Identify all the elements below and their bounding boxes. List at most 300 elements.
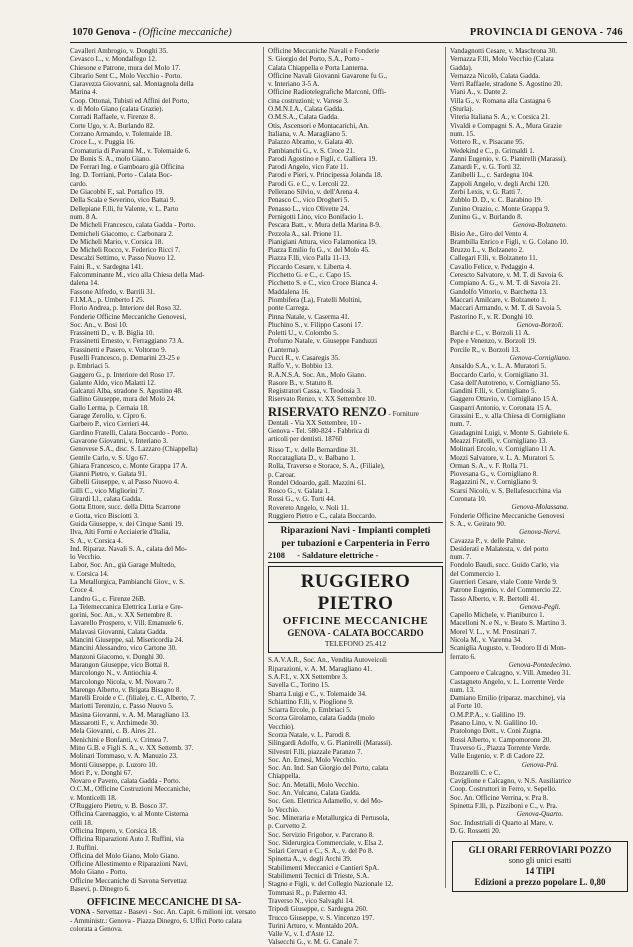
- list-item: Campoero e Calcagno, v. Vill. Amedeo 31.: [450, 669, 571, 678]
- page-number: 1070 Genova -: [72, 27, 137, 38]
- list-item: Officina Impero, v. Corsica 18.: [70, 826, 158, 835]
- list-item: Cavalleri Ambrogio, v. Donghi 35.: [70, 47, 168, 55]
- list-item: v. Corsica 14.: [70, 569, 109, 578]
- list-item: Bruzzo L., v. Bolzaneto 2.: [450, 246, 524, 255]
- list-item: Pianigiani Attura, vico Falamonica 19.: [268, 237, 377, 246]
- list-item: Piazza F.lli, vico Palla 11-13.: [268, 254, 351, 263]
- list-item: p. Embriaci 5.: [70, 362, 110, 371]
- pontedecimo-entries: [450, 669, 630, 760]
- list-item: Fonderie Officine Meccaniche Genovesi,: [70, 312, 187, 321]
- list-item: Pratolongo Dott., v. Coni Zugna.: [450, 727, 543, 736]
- riservato-line-1: Dentali - Via XX Settembre, 10 -: [268, 418, 362, 427]
- list-item: Compiano A. G., v. M. T. di Savoia 21.: [450, 279, 561, 288]
- ruggiero-address: GENOVA - CALATA BOCCARDO: [287, 628, 424, 639]
- list-item: De Bonis S. A., molo Giano.: [70, 154, 151, 163]
- list-item: Marangon Giuseppe, vico Bottai 8.: [70, 660, 170, 669]
- list-item: Garbero P., vico Cerrieri 44.: [70, 420, 150, 429]
- list-item: Cerescto Salvatore, v. M. T. di Savoia 6.: [450, 271, 564, 280]
- list-item: Marengo Alberto, v. Brigata Bisagno 8.: [70, 685, 182, 694]
- riservato-sub: - Forniture: [388, 409, 419, 418]
- list-item: Mariotti Terenzio, c. Passo Nuovo 5.: [70, 702, 174, 711]
- list-item: Landro G., c. Firenze 26B.: [70, 594, 146, 603]
- list-item: Caviglione e Calcagno, v. N.S. Ausiliatrice: [450, 777, 572, 786]
- list-item: Solari Cervari e C., S. A., v. del Po 8.: [268, 847, 374, 856]
- list-item: Viani A., v. Dante 2.: [450, 88, 508, 97]
- list-item: ferrato 6.: [450, 652, 476, 661]
- list-item: Ind. Riparaz. Navali S. A., calata del Mo-: [70, 544, 188, 553]
- list-item: Cevasco L., v. Mondalfego 12.: [70, 55, 157, 64]
- nervi-entries: [450, 537, 630, 603]
- col1-entries: [70, 47, 258, 893]
- list-item: Pernigotti Lino, vico Bonifacio 1.: [268, 212, 364, 221]
- section-pontedecimo: Genova-Pontedecimo.: [508, 660, 572, 669]
- list-item: Tommasi R., p. Palermo 43.: [268, 888, 347, 897]
- list-item: Ing. D. Torriani, Porto - Calata Boc-: [70, 171, 173, 180]
- list-item: Zubblo D. D., v. C. Barabino 19.: [450, 196, 543, 205]
- list-item: Spinetta A., v. degli Archi 39.: [268, 855, 352, 864]
- list-item: Maccari Amilcare, v. Bolzaneto 1.: [450, 295, 547, 304]
- list-item: Fonderie Officine Meccaniche Genovesi: [450, 511, 565, 520]
- section-pegli: Genova-Pegli.: [519, 602, 561, 611]
- section-borzoli: Genova-Borzoli.: [516, 320, 564, 329]
- list-item: Nicola M., v. Varenna 34.: [450, 636, 523, 645]
- riservato-line-2: Genova - Tel. 580-824 - Fabbrica di: [268, 427, 370, 436]
- list-item: Rossi Alberto, v. Campomorone 20.: [450, 735, 552, 744]
- savona-ad-text: - Servettaz - Basevi - Soc. An. Capit. 6 milioni int. versato - Amministr.: Genova - Piazza Dinegro, 6. Uffici Porto calata colorata a Genova.: [70, 908, 256, 933]
- riservato-ad: [268, 406, 443, 444]
- list-item: Galcanzi Alba, stradone S. Agostino 48.: [70, 387, 183, 396]
- list-item: Silingardi Adolfo, v. G. Pianirelli (Marassi).: [268, 739, 393, 748]
- list-item: Florio Andrea, p. Interiore del Roso 32.: [70, 304, 182, 313]
- pegli-entries: [450, 611, 630, 661]
- list-item: Corte Ugo, v. A. Burlando 82.: [70, 121, 155, 130]
- list-item: Marcolongo N., v. Antiochia 4.: [70, 669, 158, 678]
- savona-ad-title-2: VONA: [70, 908, 91, 917]
- list-item: Scaniglia Augusto, v. Teodoro II di Mon-: [450, 644, 566, 653]
- list-item: num. 7.: [450, 553, 472, 562]
- list-item: Zunino G., v. Burlando 8.: [450, 212, 523, 221]
- list-item: Savella C., Torino 15.: [268, 681, 330, 690]
- list-item: Morel V. L., v. M. Prestinari 7.: [450, 627, 537, 636]
- orari-line-4: Edizioni a prezzo popolare L. 0,80: [474, 877, 606, 888]
- column-1: [70, 47, 258, 933]
- list-item: Soc. An. Vulcano, Calata Gadda.: [268, 789, 361, 798]
- riparazioni-line-1: Riparazioni Navi - Impianti completi: [280, 526, 431, 537]
- list-item: Spinetta F.lli, p. Pizziboni e C., v. Pra.: [450, 802, 558, 811]
- list-item: Faini R., v. Sardegna 141.: [70, 262, 144, 271]
- list-item: Callegari F.lli, v. Bolzaneto 11.: [450, 254, 538, 263]
- col2-entries-3: [268, 656, 443, 946]
- list-item: Soc. An. Metalli, Molo Vecchio.: [268, 780, 360, 789]
- list-item: Fuselli Francesco, p. Demarini 23-25 e: [70, 353, 180, 362]
- list-item: Pambianchi G., v. S. Croce 21.: [268, 146, 355, 155]
- savona-ad-body: [70, 908, 258, 933]
- list-item: Barchi e C., v. Borzoli 11 A.: [450, 329, 530, 338]
- list-item: Garage Zerollo, v. Cipro 6.: [70, 412, 147, 421]
- list-item: Molinari Ercolo, v. Cornigliano 11 A.: [450, 445, 556, 454]
- list-item: Marina 4.: [70, 88, 98, 97]
- col3-entries: [450, 47, 630, 221]
- list-item: Villa G., v. Romana alla Castagna 6: [450, 96, 551, 105]
- ruggiero-phone: TELEFONO 25.412: [324, 639, 387, 649]
- list-item: La Telemeccanica Elettrica Luria e Gre-: [70, 602, 184, 611]
- list-item: gorini, Soc. An., v. XX Settembre 8.: [70, 611, 173, 620]
- list-item: Officina Carenaggio, v. al Monte Cisterna: [70, 810, 189, 819]
- list-item: Rondel Odoardo, gall. Mazzini 61.: [268, 478, 367, 487]
- section-bolzaneto: Genova-Bolzaneto.: [512, 221, 568, 230]
- header-right: PROVINCIA DI GENOVA - 746: [469, 27, 623, 38]
- list-item: Menichini e Bonfanti, v. Crimea 7.: [70, 735, 169, 744]
- list-item: Sciarra Ercole, p. Embriaci 5.: [268, 706, 352, 715]
- list-item: S.A.F.I., v. XX Settembre 3.: [268, 672, 348, 681]
- savona-ad: [70, 895, 258, 935]
- list-item: v. Interiano 3-5 A.: [268, 80, 320, 89]
- list-item: S.A.V.A.R., Soc. An., Vendita Autoveicoli: [268, 656, 387, 665]
- header-left: [72, 27, 232, 38]
- list-item: O.M.P.P.A., v. Galilino 19.: [450, 710, 526, 719]
- list-item: (Lanterna).: [268, 345, 300, 354]
- list-item: Descalzi Settimo, v. Passo Nuovo 12.: [70, 254, 176, 263]
- list-item: S. A., v. Corsica 4.: [70, 536, 123, 545]
- list-item: Soc. Mineraria e Metallurgica di Pertusola,: [268, 813, 390, 822]
- list-item: Ansaldo S.A., v. L. A. Muratori 5.: [450, 362, 547, 371]
- list-item: Parodi G. e C., v. Lercoli 22.: [268, 179, 350, 188]
- list-item: Fassone Alfredo, v. Barrili 31.: [70, 287, 156, 296]
- list-item: Soc. Servizio Frigobor, v. Parcrano 8.: [268, 830, 374, 839]
- column-3: [445, 47, 630, 888]
- list-item: Corzano Armando, v. Tolemaide 18.: [70, 129, 173, 138]
- list-item: Bozzarelli C. e C.: [450, 768, 501, 777]
- list-item: Cavallo Felice, v. Pedaggio 4.: [450, 262, 535, 271]
- list-item: J. Ruffini.: [70, 843, 99, 852]
- col2-entries-2: [268, 446, 443, 521]
- list-item: cardo.: [70, 179, 88, 188]
- list-item: Rasore B., v. Statuto 8.: [268, 378, 333, 387]
- list-item: Casa dell'Autotreno, v. Cornigliano 55.: [450, 378, 561, 387]
- list-item: dalena 14.: [70, 279, 99, 288]
- list-item: Gallino Giuseppe, mura del Molo 24.: [70, 395, 176, 404]
- list-item: Mela Giovanni, c. B. Aires 21.: [70, 727, 157, 736]
- list-item: Viteria Italiana S. A., v. Corsica 21.: [450, 113, 550, 122]
- list-item: O.C.M., Officine Costruzioni Meccaniche,: [70, 785, 191, 794]
- list-item: Marelli Eroide e C. (filiale), c. C. Alberto, 7.: [70, 694, 196, 703]
- list-item: Soc. An. Ernesi, Molo Vecchio.: [268, 755, 357, 764]
- riparazioni-line-2: per tubazioni e Carpenteria in Ferro: [281, 538, 430, 549]
- list-item: Soc. An. Ind. San Giorgio del Porto, calata: [268, 764, 389, 773]
- list-item: Monti Giuseppe, p. Luzoro 10.: [70, 760, 158, 769]
- list-item: Pescara Batt., v. Mura della Marina 8-9.: [268, 221, 381, 230]
- list-item: Gallo Lerma, p. Cernaia 18.: [70, 403, 149, 412]
- column-2: [263, 47, 443, 947]
- list-item: Galante Aldo, vico Malatti 12.: [70, 378, 156, 387]
- list-item: Officine Meccaniche Navali e Fonderie: [268, 47, 380, 55]
- list-item: Orman S. A., v. F. Rolla 71.: [450, 461, 529, 470]
- list-item: Maccari Armando, v. M. T. di Savoia 5.: [450, 304, 562, 313]
- list-item: Girardi Ll., calata Gadda.: [70, 495, 143, 504]
- list-item: Frassinetti Ernesto, v. Ferraggiano 73 A.: [70, 337, 184, 346]
- list-item: De Giacobbi F., sal. Portafico 19.: [70, 188, 164, 197]
- list-item: Della Scala e Severino, vico Battai 9.: [70, 196, 176, 205]
- list-item: Gaggero G., p. Interiore del Roso 17.: [70, 370, 175, 379]
- list-item: Piovesana G., v. Cornigliano 8.: [450, 470, 539, 479]
- savona-ad-title-1: OFFICINE MECCANICHE DI SA-: [86, 897, 242, 909]
- list-item: Penasco C., vico Drogheri 5.: [268, 196, 350, 205]
- list-item: Corradi Raffaele, v. Firenze 8.: [70, 113, 156, 122]
- list-item: Soc. Siderurgica Commerciale, v. Elsa 2.: [268, 838, 384, 847]
- list-item: Capello Michele, v. Pianiburco 1.: [450, 611, 545, 620]
- section-pra: Genova-Prà.: [521, 760, 559, 769]
- list-item: Rosco G., v. Galata 1.: [268, 487, 330, 496]
- list-item: Scorza Natale, v. L. Parodi 8.: [268, 731, 351, 739]
- riservato-title: RISERVATO RENZO: [268, 404, 387, 419]
- list-item: Zanni Eugenio, v. G. Pianirelli (Marassi).: [450, 154, 567, 163]
- list-item: Rovereto Angelo, v. Noli 11.: [268, 503, 349, 512]
- list-item: Gentile Carlo, v. S. Ugo 67.: [70, 453, 149, 462]
- list-item: Soc. An. Officine Verrina, v. Pra 8.: [450, 793, 549, 802]
- list-item: Coop. Costruttori in Ferro, v. Sepello.: [450, 785, 557, 794]
- list-item: La Metallurgica, Pambianchi Giov., v. S.: [70, 578, 185, 586]
- list-item: Sbarra Luigi e C., v. Tolemaide 34.: [268, 689, 367, 698]
- bolzaneto-entries: [450, 230, 630, 321]
- list-item: Guadagnini Luigi, v. Monte S. Gabriele 6.: [450, 428, 569, 437]
- list-item: O.M.N.I.A., Calata Gadda.: [268, 105, 345, 114]
- list-item: Silvestri F.lli, piazzale Paranzo 7.: [268, 747, 363, 756]
- list-item: Gaggero Ottavio, v. Cornigliano 15 A.: [450, 395, 558, 404]
- list-item: Officina Riparazioni Auto J. Ruffini, via: [70, 835, 184, 844]
- ruggiero-ad: [268, 566, 443, 653]
- list-item: Soc. Gen. Elettrica Adamello, v. del Mo-: [268, 797, 384, 806]
- list-item: Officine Radiotelegrafiche Marconi, Offi-: [268, 88, 387, 97]
- list-item: Ragazzini N., v. Cornigliano 9.: [450, 478, 538, 487]
- list-item: Gadda).: [450, 63, 473, 72]
- list-item: cina costruzioni; v. Varese 3.: [268, 96, 349, 105]
- cornigliano-entries: [450, 362, 630, 503]
- list-item: celli 18.: [70, 818, 93, 827]
- list-item: Massarotti F., v. Archimede 30.: [70, 719, 159, 728]
- list-item: Schiattino F.lli, v. Pioglione 9.: [268, 697, 354, 706]
- riparazioni-line-3: - Saldature elettriche -: [297, 550, 379, 561]
- list-item: Soc. An., v. Bosi 10.: [70, 320, 128, 329]
- list-item: lo Vecchio.: [268, 805, 300, 814]
- list-item: Macelloni N. e N., v. Beato S. Martino 3.: [450, 619, 567, 628]
- list-item: Gilli C., vico Migliorini 7.: [70, 486, 145, 495]
- list-item: Meazzi Fratelli, v. Cornigliano 13.: [450, 436, 548, 445]
- riservato-line-3: articoli per dentisti. 18760: [268, 435, 343, 444]
- list-item: F.I.M.A., p. Umberto I 25.: [70, 295, 145, 304]
- riparazioni-number: 2108: [268, 550, 285, 561]
- quarto-entries: [450, 819, 630, 836]
- list-item: Poletti U., v. Colombo 5.: [268, 329, 339, 338]
- list-item: Otis, Ascensori e Montacarichi, An.: [268, 121, 369, 130]
- list-item: Traverso G., Piazza Torrente Verde.: [450, 743, 551, 752]
- list-item: Zunino Orazio, c. Monte Grappa 9.: [450, 204, 550, 213]
- list-item: Marcolongo Nicola, v. M. Novaro 7.: [70, 677, 174, 686]
- list-item: Vernazza F.lli, Molo Vecchio (Calata: [450, 55, 554, 64]
- list-item: del Commercio 1.: [450, 569, 501, 578]
- list-item: Mancini Giuseppe, sal. Misericordia 24.: [70, 636, 184, 645]
- section-title: (Officine meccaniche): [138, 27, 232, 38]
- list-item: Manzoni Giacomo, v. Donghi 30.: [70, 652, 165, 661]
- list-item: Cavazza P., v. delle Palme.: [450, 536, 526, 545]
- list-item: Scorza Girolamo, calata Gadda (molo: [268, 714, 375, 723]
- list-item: Stabilimenti Meccanici e Cantieri SpA.: [268, 863, 379, 872]
- list-item: Pastorino F., v. R. Donghi 10.: [450, 312, 534, 321]
- list-item: Basevi, p. Dinegro 6.: [70, 884, 130, 893]
- list-item: Ruggiero Pietro e C., calata Boccardo.: [268, 512, 377, 521]
- list-item: Coop. Ottonai, Tubisti ed Affini del Porto,: [70, 96, 190, 105]
- list-item: Tripodi Giuseppe, c. Sardegna 260.: [268, 905, 368, 914]
- list-item: Traverso N., vico Salvaghi 14.: [268, 896, 355, 905]
- list-item: Gandini F.lli, v. Cornigliano 5.: [450, 387, 537, 396]
- list-item: Zerbi Lexis, v. G. Ratti 7.: [450, 188, 523, 197]
- list-item: Turini Arturo, v. Montaldo 20A.: [268, 921, 359, 930]
- list-item: Pezzola A., sal. Prione 11.: [268, 229, 342, 238]
- list-item: De Micheli Mario, v. Corsica 18.: [70, 237, 164, 246]
- molassana-entries: [450, 512, 630, 529]
- list-item: Pasano Lino, v. N. Galilino 10.: [450, 719, 538, 728]
- ruggiero-name: RUGGIERO PIETRO: [300, 571, 411, 615]
- list-item: Guerrieri Cesare, viale Conte Verde 9.: [450, 578, 558, 586]
- list-item: Labor, Soc. An., già Garage Multedo,: [70, 561, 176, 570]
- list-item: Dellepiane F.lli, fu Valente, v. L. Parto: [70, 204, 179, 213]
- list-item: R.A.N.S.A. Soc. An., Molo Giano.: [268, 370, 367, 379]
- list-item: Valle Eugenio, v. P. di Cadore 22.: [450, 752, 545, 761]
- list-item: Gianni Pietro, v. Galata 91.: [70, 470, 147, 479]
- list-item: Croce 4.: [70, 586, 94, 595]
- list-item: Parodi Agostino e Figli, c. Galliera 19.: [268, 154, 378, 163]
- list-item: Registratori Cassa, v. Teodosia 3.: [268, 387, 362, 396]
- list-item: S. A., v. Geirato 90.: [450, 519, 506, 528]
- list-item: Pepe e Venenzo, v. Borzoli 19.: [450, 337, 537, 346]
- list-item: Demicheli Giacomo, c. Carbonara 2.: [70, 229, 174, 238]
- list-item: Lavarello Prospero, v. Vill. Emanuele 6.: [70, 619, 184, 628]
- list-item: Vottero R., v. Pisacane 95.: [450, 138, 525, 147]
- list-item: Zappoli Angelo, v. degli Archi 120.: [450, 179, 550, 188]
- list-item: Cromaturia di Pavanni M., v. Tolemaide 6.: [70, 146, 191, 155]
- list-item: Ciaravezza Giovanni, sal. Montagnola della: [70, 80, 194, 89]
- list-item: Riservato Renzo, v. XX Settembre 10.: [268, 395, 376, 404]
- list-item: De Micheli Francesco, calata Gadda - Porto.: [70, 221, 196, 230]
- list-item: Boccardo Carlo, v. Cornigliano 31.: [450, 370, 549, 379]
- list-item: Cibrario Sent C., Molo Vecchio - Porto.: [70, 71, 183, 80]
- ruggiero-sub: OFFICINE MECCANICHE: [282, 615, 429, 628]
- list-item: Maddalena 16.: [268, 287, 310, 296]
- list-item: p. Corvetto 2.: [268, 822, 307, 831]
- list-item: Molo Giano - Porto.: [70, 868, 128, 877]
- list-item: num. 8 A.: [70, 212, 98, 221]
- list-item: Parodi Angelo, vico Fate 11.: [268, 163, 349, 172]
- list-item: v. Monticelli 18.: [70, 793, 117, 802]
- section-cornigliano: Genova-Cornigliano.: [509, 353, 571, 362]
- list-item: Molinari Tommaso, v. A. Manuzio 23.: [70, 752, 178, 761]
- list-item: O.M.S.A., Calata Gadda.: [268, 113, 339, 122]
- list-item: Stabilimenti Tecnici di Trieste, S.A.: [268, 872, 369, 881]
- list-item: Officine Allestimento e Riparazioni Navi,: [70, 860, 188, 869]
- list-item: De Ferrari Ing. e Gamboaro già Officina: [70, 163, 184, 172]
- list-item: num. 7.: [450, 420, 472, 429]
- list-item: Trucco Giuseppe, v. S. Vincenzo 197.: [268, 913, 375, 922]
- list-item: Officine Navali Giovanni Gavarone fu G.,: [268, 71, 388, 80]
- list-item: Valle V., v. I. d'Aste 12.: [268, 930, 335, 939]
- list-item: Picchetto G. e C., c. Capo 15.: [268, 271, 352, 280]
- list-item: Scarsi Nicolò, v. S. Bellafesucchina via: [450, 486, 562, 495]
- list-item: Patrone Eugenio, v. del Commercio 22.: [450, 586, 562, 595]
- list-item: O'Ruggiero Pietro, v. B. Bosco 37.: [70, 802, 168, 811]
- orari-line-3: 14 TIPI: [525, 866, 555, 877]
- list-item: Italiana, v. A. Maragliano 5.: [268, 129, 347, 138]
- list-item: Wedekind e C., p. Grimaldi 1.: [450, 146, 535, 155]
- col2-entries: [268, 47, 443, 404]
- list-item: Zanibelli L., c. Sardegna 104.: [450, 171, 534, 180]
- list-item: Picchetto S. e C., vico Croce Bianca 4.: [268, 279, 378, 288]
- list-item: Grassini E., v. alla Chiesa di Cornigliano: [450, 412, 566, 421]
- list-item: al Forte 10.: [450, 702, 483, 711]
- list-item: v. di Molo Giano (calata Grazie).: [70, 105, 164, 114]
- riparazioni-ad: [268, 522, 443, 563]
- section-quarto: Genova-Quarto.: [516, 810, 564, 819]
- list-item: Pluchino S., v. Filippo Casoni 17.: [268, 320, 363, 329]
- list-item: Gavarone Giovanni, v. Interiano 3.: [70, 436, 168, 445]
- list-item: ponte Carrega.: [268, 304, 310, 313]
- list-item: Risso T., v. delle Bernardine 31.: [268, 445, 359, 454]
- list-item: num. 13.: [450, 685, 475, 694]
- list-item: Piccardo Cesare, v. Liberta 4.: [268, 262, 352, 271]
- list-item: Officine Meccaniche di Savona Servettaz: [70, 876, 187, 885]
- list-item: Gardino Fratelli, Calata Boccardo - Porto.: [70, 428, 189, 437]
- page-header: [70, 24, 627, 43]
- pra-entries: [450, 769, 630, 810]
- list-item: S. Giorgio del Porto, S.A., Porto -: [268, 55, 364, 64]
- list-item: Valsecchi G., v. M. G. Canale 7.: [268, 938, 359, 947]
- list-item: Bisio Ae., Giro del Vento 4.: [450, 229, 529, 238]
- list-item: Ilva, Alti Forni e Acciaierie d'Italia,: [70, 528, 171, 537]
- list-item: num. 15.: [450, 129, 475, 138]
- list-item: Stagno e Figli, v. del Collegio Nazionale 12.: [268, 880, 394, 889]
- list-item: Calata Chiappella e Porta Lanterna.: [268, 63, 369, 72]
- list-item: Roccatagliata D., v. Balbano 1.: [268, 453, 356, 462]
- list-item: Falcomminante M., vico alla Chiesa della Mad-: [70, 271, 205, 280]
- list-item: Mori P., v. Donghi 67.: [70, 768, 133, 777]
- list-item: Chiesone e Patrone, mura del Molo 17.: [70, 63, 181, 72]
- list-item: Genovese S.A., disc. S. Lazzaro (Chiappella): [70, 445, 198, 454]
- list-item: Mino G.B. e Figli S. A., v. XX Settemb. 37.: [70, 743, 194, 752]
- list-item: Gasparri Antonio, v. Coronata 15 A.: [450, 403, 552, 412]
- list-item: Malavasi Giovanni, Calata Gadda.: [70, 627, 168, 636]
- list-item: Fondolo Baudi, succ. Guido Carlo, via: [450, 561, 559, 570]
- list-item: Piazza Emilio fu G., v. del Molo 45.: [268, 246, 370, 255]
- list-item: Piombifera (La), Fratelli Moltini,: [268, 295, 362, 304]
- list-item: Rossi G., v. G. Torti 44.: [268, 495, 336, 504]
- list-item: Chiappella.: [268, 772, 301, 781]
- list-item: Coronata 10.: [450, 495, 487, 504]
- list-item: Soc. Industriali di Quarto al Mare, v.: [450, 818, 554, 827]
- list-item: Raffo V., v. Bobbio 13.: [268, 362, 333, 371]
- list-item: Vandagnotti Cesare, v. Maschrona 30.: [450, 47, 557, 55]
- list-item: Parodi e Pieri, v. Principessa Jolanda 18.: [268, 171, 383, 180]
- list-item: Damiano Emilio (riparaz. macchine), via: [450, 694, 566, 703]
- list-item: Palazzo Abramo, v. Galata 40.: [268, 138, 354, 147]
- list-item: Brambilla Enrico e Figli, v. G. Colano 10.: [450, 237, 569, 246]
- list-item: Croce L., v. Puggia 16.: [70, 138, 135, 147]
- section-nervi: Genova-Nervi.: [519, 528, 561, 537]
- list-item: Vernazza Nicolò, Calata Gadda.: [450, 71, 541, 80]
- list-item: Guida Giuseppe, v. dei Cinque Santi 19.: [70, 519, 184, 528]
- list-item: Pellerano Silvio, v. dell'Arena 4.: [268, 188, 360, 197]
- list-item: Mozzi Salvatore, v. L. A. Muratori 5.: [450, 453, 555, 462]
- list-item: Ghiara Francesco, c. Monte Grappa 17 A.: [70, 461, 188, 470]
- list-item: Rolla, Traverso e Storace, S. A., (Filiale),: [268, 462, 385, 471]
- orari-line-2: sono gli unici esatti: [508, 856, 572, 866]
